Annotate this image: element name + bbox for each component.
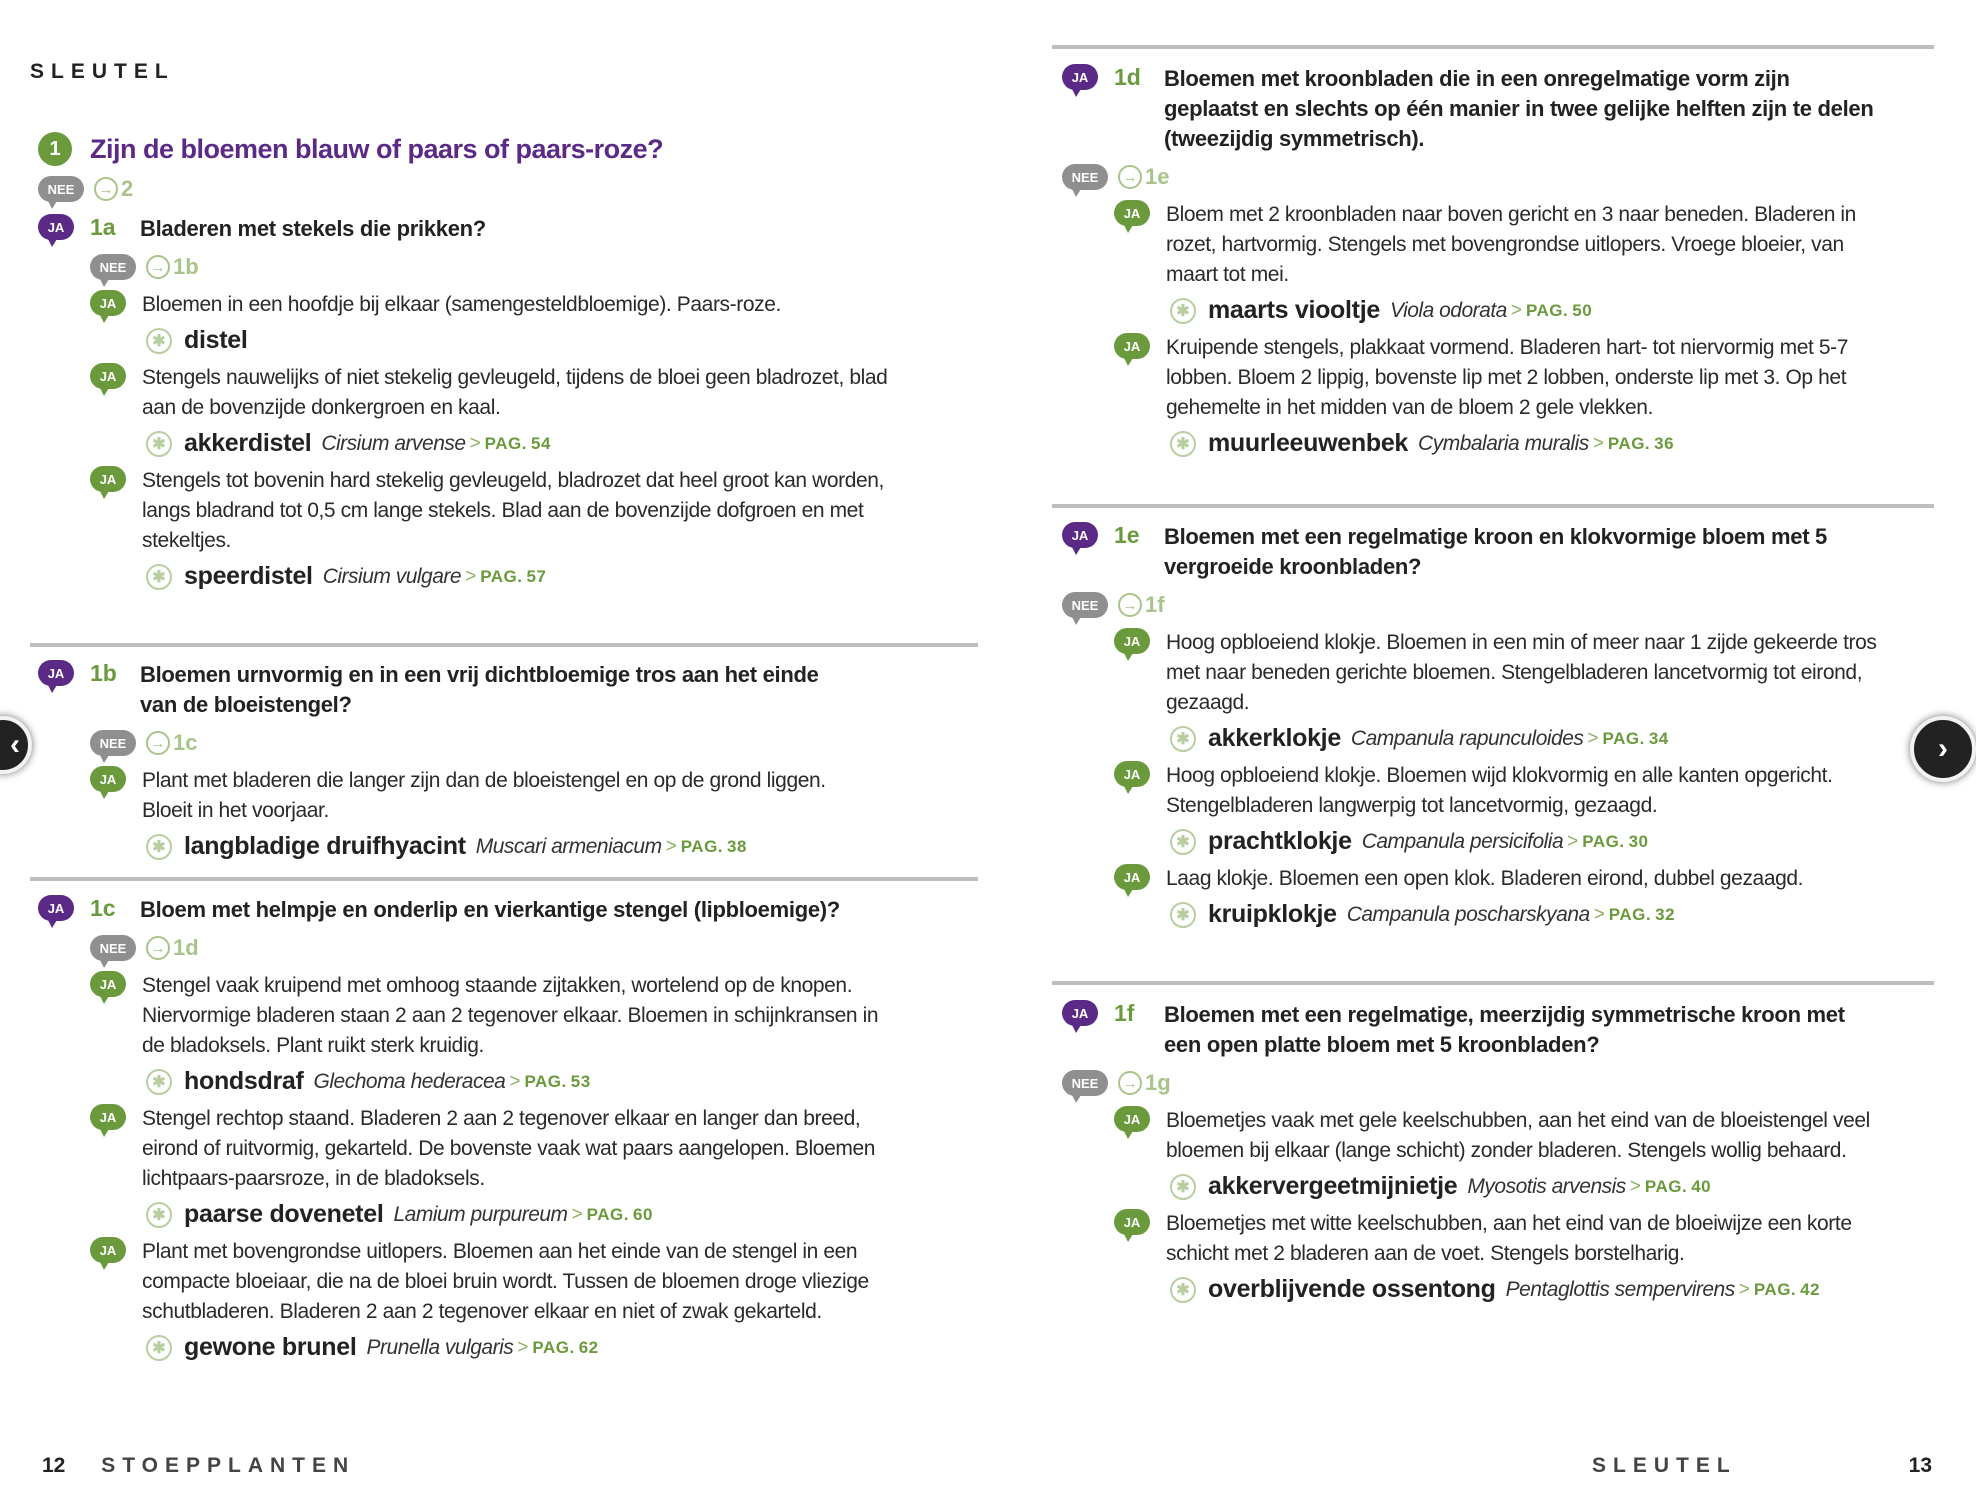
species-link[interactable] (146, 1200, 900, 1229)
species-latin: Campanula poscharskyana (1346, 902, 1590, 926)
page-ref-number: 57 (526, 566, 547, 586)
species-latin: Viola odorata (1389, 298, 1507, 322)
entry-description: Bloemetjes vaak met gele keelschubben, aan het eind van de bloeistengel veel bloemen bij elkaar (lange schicht) zonder bladeren. Stengels wollig behaard. (1166, 1109, 1870, 1162)
page-ref-number: 50 (1572, 300, 1593, 320)
key-entry (1114, 1106, 1894, 1201)
section-divider (30, 877, 978, 881)
right-page (1040, 0, 1934, 1504)
page-ref-prefix: PAG. (586, 1204, 629, 1224)
species-latin: Myosotis arvensis (1467, 1174, 1626, 1198)
key-code: 1f (1114, 1000, 1135, 1026)
key-entry (90, 363, 910, 458)
page-ref-arrow: > (469, 432, 481, 454)
running-head: SLEUTEL (30, 60, 175, 83)
species-latin: Cirsium vulgare (322, 564, 462, 588)
flower-star-icon: ✱ (1170, 726, 1196, 752)
flower-star-icon: ✱ (1170, 431, 1196, 457)
entry-description: Stengels nauwelijks of niet stekelig gevleugeld, tijdens de bloei geen bladrozet, blad aan de bovenzijde donkergroen en kaal. (142, 366, 888, 419)
section-1c (38, 895, 938, 1370)
species-latin: Prunella vulgaris (366, 1335, 514, 1359)
species-link[interactable] (146, 832, 880, 861)
page-ref-number: 36 (1654, 433, 1675, 453)
entry-description: Bloemetjes met witte keelschubben, aan het eind van de bloeiwijze een korte schicht met 2 bladeren aan de voet. Stengels borstelharig. (1166, 1212, 1852, 1265)
ja-bubble-icon: JA (90, 971, 126, 997)
ja-bubble-icon: JA (90, 1237, 126, 1263)
flower-star-icon: ✱ (146, 431, 172, 457)
flower-star-icon: ✱ (146, 1069, 172, 1095)
key-entry (90, 1237, 900, 1362)
page-ref-prefix: PAG. (524, 1071, 567, 1091)
goto-link[interactable]: 2 (121, 176, 134, 201)
section-divider (30, 643, 978, 647)
goto-link[interactable]: 1c (173, 730, 198, 755)
entry-description: Stengel vaak kruipend met omhoog staande zijtakken, wortelend op de knopen. Niervormige bladeren staan 2 aan 2 tegenover elkaar. Bloemen in schijnkransen in de bladoksels. Plant ruikt sterk kruidig. (142, 974, 879, 1057)
key-entry (1114, 761, 1894, 856)
ja-bubble-icon: JA (1062, 1000, 1098, 1026)
flower-star-icon: ✱ (146, 834, 172, 860)
key-entry (90, 1104, 900, 1229)
species-latin: Pentaglottis sempervirens (1505, 1277, 1735, 1301)
species-link[interactable] (146, 429, 910, 458)
page-ref-arrow: > (517, 1336, 529, 1358)
ja-bubble-icon: JA (90, 466, 126, 492)
nee-row (1062, 592, 1922, 618)
chevron-left-icon: ‹ (10, 728, 20, 761)
species-name: langbladige druifhyacint (184, 832, 466, 860)
step-number-badge: 1 (38, 132, 72, 166)
section-divider (1052, 45, 1934, 49)
arrow-right-circle-icon: → (146, 936, 170, 960)
ja-bubble-icon: JA (38, 660, 74, 686)
key-question: Bladeren met stekels die prikken? (140, 216, 486, 241)
nee-bubble-icon: NEE (90, 730, 136, 756)
flower-star-icon: ✱ (1170, 902, 1196, 928)
species-name: akkerdistel (184, 429, 312, 457)
page-ref-number: 38 (727, 836, 747, 856)
species-latin: Muscari armeniacum (475, 834, 662, 858)
ja-bubble-icon: JA (1114, 1106, 1150, 1132)
page-footer (1592, 1454, 1932, 1478)
key-entry (1114, 1209, 1894, 1304)
ja-bubble-icon: JA (1062, 522, 1098, 548)
key-code: 1d (1114, 64, 1141, 90)
species-name: maarts viooltje (1208, 296, 1380, 324)
key-entry (1114, 628, 1894, 753)
species-name: paarse dovenetel (184, 1200, 384, 1228)
arrow-right-circle-icon: → (94, 177, 118, 201)
species-name: gewone brunel (184, 1333, 357, 1361)
footer-label: SLEUTEL (1592, 1454, 1737, 1477)
ja-bubble-icon: JA (38, 895, 74, 921)
ja-bubble-icon: JA (90, 766, 126, 792)
entry-description: Plant met bovengrondse uitlopers. Bloemen aan het einde van de stengel in een compacte bloeiaar, die na de bloei bruin wordt. Tussen de bloemen droge vliezige schutbladeren. Bladeren 2 aan 2 tegenover elkaar en niet of zwak gekarteld. (142, 1240, 869, 1323)
key-code: 1a (90, 214, 116, 240)
ja-bubble-icon: JA (1062, 64, 1098, 90)
page-ref-prefix: PAG. (532, 1337, 575, 1357)
ja-bubble-icon: JA (1114, 761, 1150, 787)
page-ref-number: 30 (1628, 831, 1649, 851)
species-name: prachtklokje (1208, 827, 1352, 855)
key-question: Bloemen met kroonbladen die in een onregelmatige vorm zijn geplaatst en slechts op één manier in twee gelijke helften zijn te delen (tweezijdig symmetrisch). (1164, 66, 1874, 151)
key-entry (1114, 333, 1894, 458)
goto-link[interactable]: 1e (1145, 164, 1170, 189)
key-question: Bloemen urnvormig en in een vrij dichtbloemige tros aan het einde van de bloeistengel? (140, 662, 819, 717)
page-ref-arrow: > (1738, 1278, 1750, 1300)
nee-bubble-icon: NEE (38, 176, 84, 202)
species-name: akkervergeetmijnietje (1208, 1172, 1458, 1200)
species-name: distel (184, 326, 248, 354)
species-link[interactable] (1170, 827, 1894, 856)
nee-bubble-icon: NEE (90, 935, 136, 961)
flower-star-icon: ✱ (1170, 829, 1196, 855)
species-name: hondsdraf (184, 1067, 304, 1095)
chevron-right-icon: › (1938, 732, 1948, 765)
page-ref-number: 53 (570, 1071, 591, 1091)
nee-row (90, 730, 938, 756)
ja-bubble-icon: JA (1114, 864, 1150, 890)
species-link[interactable] (1170, 724, 1894, 753)
flower-star-icon: ✱ (1170, 1277, 1196, 1303)
entry-description: Bloemen in een hoofdje bij elkaar (samengesteldbloemige). Paars-roze. (142, 293, 781, 316)
species-link[interactable] (1170, 900, 1894, 929)
question-1-text: Zijn de bloemen blauw of paars of paars-roze? (90, 133, 664, 164)
key-code: 1e (1114, 522, 1140, 548)
section-divider (1052, 981, 1934, 985)
key-code: 1c (90, 895, 116, 921)
page-ref-arrow: > (1587, 727, 1599, 749)
nee-bubble-icon: NEE (1062, 1070, 1108, 1096)
key-entry (90, 290, 910, 355)
page-ref-number: 60 (632, 1204, 653, 1224)
page-footer (42, 1454, 355, 1478)
page-ref-arrow: > (1593, 903, 1605, 925)
arrow-right-circle-icon: → (1118, 593, 1142, 617)
nee-bubble-icon: NEE (1062, 592, 1108, 618)
species-link[interactable] (1170, 296, 1894, 325)
key-entry (90, 971, 900, 1096)
flower-star-icon: ✱ (1170, 1174, 1196, 1200)
nee-row (38, 176, 133, 202)
key-entry (90, 466, 910, 591)
flower-star-icon: ✱ (146, 564, 172, 590)
page-ref-number: 40 (1691, 1176, 1712, 1196)
page-ref-prefix: PAG. (1608, 904, 1652, 924)
page-ref-prefix: PAG. (1582, 831, 1625, 851)
ja-bubble-icon: JA (38, 214, 74, 240)
page-ref-prefix: PAG. (1753, 1279, 1797, 1299)
flower-star-icon: ✱ (146, 1335, 172, 1361)
page-ref-arrow: > (1567, 830, 1579, 852)
page-ref-arrow: > (1592, 432, 1604, 454)
ja-bubble-icon: JA (90, 290, 126, 316)
ja-bubble-icon: JA (1114, 628, 1150, 654)
page-ref-arrow: > (1629, 1175, 1641, 1197)
species-link[interactable] (146, 562, 910, 591)
entry-description: Hoog opbloeiend klokje. Bloemen in een min of meer naar 1 zijde gekeerde tros met naar beneden gerichte bloemen. Stengelbladeren lancetvormig tot eirond, gezaagd. (1166, 631, 1877, 714)
nee-row (1062, 1070, 1922, 1096)
key-question: Bloem met helmpje en onderlip en vierkantige stengel (lipbloemige)? (140, 897, 840, 922)
species-link[interactable] (146, 326, 910, 355)
flower-star-icon: ✱ (146, 328, 172, 354)
section-1f (1062, 1000, 1922, 1312)
page-ref-number: 62 (578, 1337, 599, 1357)
key-question: Bloemen met een regelmatige kroon en klokvormige bloem met 5 vergroeide kroonbladen? (1164, 524, 1827, 579)
arrow-right-circle-icon: → (146, 255, 170, 279)
entry-description: Plant met bladeren die langer zijn dan de bloeistengel en op de grond liggen. Bloeit in het voorjaar. (142, 769, 826, 822)
goto-link[interactable]: 1d (173, 935, 199, 960)
page-ref-number: 32 (1655, 904, 1676, 924)
page-ref-arrow: > (665, 835, 677, 857)
page-ref-prefix: PAG. (1602, 728, 1645, 748)
key-code: 1b (90, 660, 117, 686)
page-ref-arrow: > (1510, 299, 1522, 321)
page-ref-number: 54 (530, 433, 551, 453)
ja-bubble-icon: JA (1114, 333, 1150, 359)
next-page-button[interactable] (1910, 716, 1976, 782)
ja-bubble-icon: JA (90, 363, 126, 389)
section-1b (38, 660, 938, 869)
key-entry (1114, 200, 1894, 325)
entry-description: Laag klokje. Bloemen een open klok. Bladeren eirond, dubbel gezaagd. (1166, 867, 1804, 890)
page-ref-prefix: PAG. (1525, 300, 1569, 320)
species-name: overblijvende ossentong (1208, 1275, 1496, 1303)
page-ref-number: 34 (1648, 728, 1669, 748)
page-ref-prefix: PAG. (1644, 1176, 1688, 1196)
ja-bubble-icon: JA (1114, 1209, 1150, 1235)
nee-bubble-icon: NEE (1062, 164, 1108, 190)
ja-bubble-icon: JA (90, 1104, 126, 1130)
flower-star-icon: ✱ (1170, 298, 1196, 324)
footer-label: STOEPPLANTEN (101, 1454, 356, 1477)
question-1 (38, 132, 663, 166)
arrow-right-circle-icon: → (146, 731, 170, 755)
species-latin: Lamium purpureum (393, 1202, 568, 1226)
arrow-right-circle-icon: → (1118, 1071, 1142, 1095)
species-latin: Campanula persicifolia (1361, 829, 1564, 853)
section-1d (1062, 64, 1922, 466)
page-number: 12 (42, 1454, 66, 1477)
key-entry (90, 766, 880, 861)
page-ref-arrow: > (509, 1070, 521, 1092)
page-number: 13 (1908, 1454, 1932, 1477)
entry-description: Bloem met 2 kroonbladen naar boven gericht en 3 naar beneden. Bladeren in rozet, hartvormig. Stengels met bovengrondse uitlopers. Vroege bloeier, van maart tot mei. (1166, 203, 1856, 286)
section-1a (38, 214, 938, 599)
page-ref-arrow: > (465, 565, 477, 587)
species-latin: Campanula rapunculoides (1350, 726, 1584, 750)
page-ref-number: 42 (1800, 1279, 1821, 1299)
section-divider (1052, 504, 1934, 508)
species-link[interactable] (146, 1067, 900, 1096)
arrow-right-circle-icon: → (1118, 165, 1142, 189)
species-latin: Cirsium arvense (321, 431, 466, 455)
entry-description: Kruipende stengels, plakkaat vormend. Bladeren hart- tot niervormig met 5-7 lobben. Bloem 2 lippig, bovenste lip met 2 lobben, onderste lip met 3. Op het gehemelte in het midden van de bloem 2 gele vlekken. (1166, 336, 1849, 419)
species-name: speerdistel (184, 562, 313, 590)
species-name: muurleeuwenbek (1208, 429, 1409, 457)
ja-bubble-icon: JA (1114, 200, 1150, 226)
goto-link[interactable]: 1g (1145, 1070, 1171, 1095)
species-link[interactable] (1170, 1172, 1894, 1201)
page-ref-arrow: > (571, 1203, 583, 1225)
species-link[interactable] (1170, 429, 1894, 458)
entry-description: Stengel rechtop staand. Bladeren 2 aan 2 tegenover elkaar en langer dan breed, eirond of ruitvormig, gekarteld. De bovenste vaak wat paars aangelopen. Bloemen lichtpaars-paarsroze, in de bladoksels. (142, 1107, 876, 1190)
page-ref-prefix: PAG. (480, 566, 523, 586)
page-ref-prefix: PAG. (1607, 433, 1651, 453)
page-ref-prefix: PAG. (680, 836, 724, 856)
goto-link[interactable]: 1f (1145, 592, 1165, 617)
species-latin: Glechoma hederacea (313, 1069, 506, 1093)
species-name: akkerklokje (1208, 724, 1341, 752)
page-ref-prefix: PAG. (484, 433, 527, 453)
species-link[interactable] (146, 1333, 900, 1362)
nee-row (1062, 164, 1922, 190)
key-question: Bloemen met een regelmatige, meerzijdig symmetrische kroon met een open platte bloem met 5 kroonbladen? (1164, 1002, 1845, 1057)
goto-link[interactable]: 1b (173, 254, 199, 279)
flower-star-icon: ✱ (146, 1202, 172, 1228)
species-link[interactable] (1170, 1275, 1894, 1304)
species-latin: Cymbalaria muralis (1418, 431, 1589, 455)
section-1e (1062, 522, 1922, 937)
nee-row (90, 935, 938, 961)
nee-row (90, 254, 938, 280)
species-name: kruipklokje (1208, 900, 1337, 928)
entry-description: Stengels tot bovenin hard stekelig gevleugeld, bladrozet dat heel groot kan worden, langs bladrand tot 0,5 cm lange stekels. Blad aan de bovenzijde dofgroen en met stekeltjes. (142, 469, 884, 552)
nee-bubble-icon: NEE (90, 254, 136, 280)
key-entry (1114, 864, 1894, 929)
entry-description: Hoog opbloeiend klokje. Bloemen wijd klokvormig en alle kanten opgericht. Stengelbladeren langwerpig tot lancetvormig, gezaagd. (1166, 764, 1833, 817)
